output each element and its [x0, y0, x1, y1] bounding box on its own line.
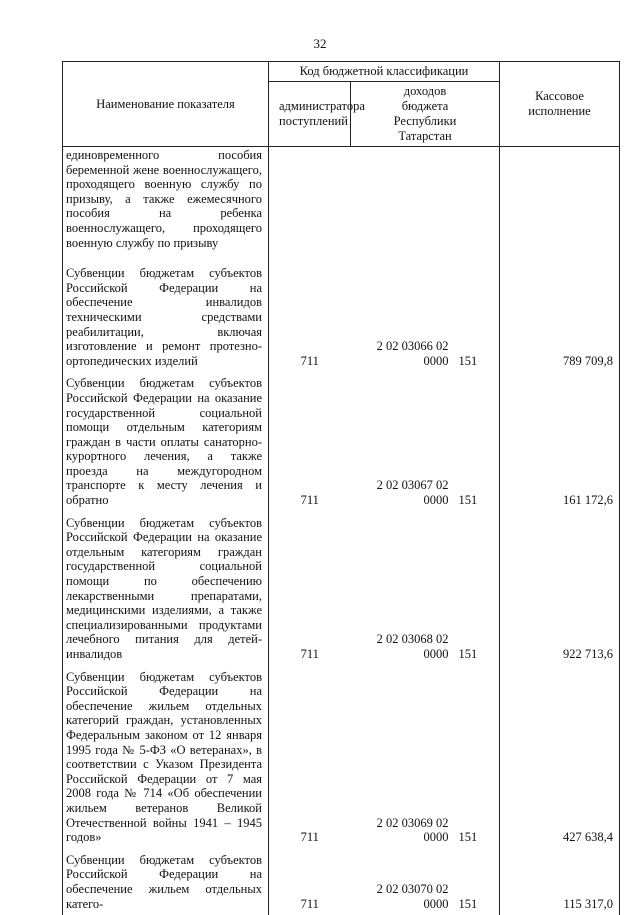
table-row: [63, 147, 620, 261]
row-type-code: 151: [453, 510, 500, 664]
row-amount: 789 709,8: [500, 260, 620, 370]
header-amount: Кассовое исполнение: [500, 62, 620, 147]
header-admin: администратора поступлений: [269, 82, 351, 147]
table-row: [63, 260, 620, 370]
budget-table: [62, 61, 620, 915]
row-name: Субвенции бюджетам субъектов Российской Федерации на оказание государственной социальной помощи отдельным категориям граждан в части оплаты санаторно-курортного лечения, а также проезда на междугородном транспорте к месту лечения и обратно: [63, 370, 269, 509]
row-income-code: 2 02 03070 02 0000: [376, 881, 449, 911]
row-amount: [500, 147, 620, 261]
page-number: 32: [313, 36, 327, 51]
row-income-code: [351, 147, 453, 261]
table-row: [63, 664, 620, 847]
row-type-code: [453, 147, 500, 261]
row-amount: 427 638,4: [500, 664, 620, 847]
row-name: Субвенции бюджетам субъектов Российской Федерации на обеспечение жильем отдельных категорий граждан, установленных Федеральным законом от 12 января 1995 года № 5-ФЗ «О ветеранах», в соответствии с Указом Президента Российской Федерации от 7 мая 2008 года № 714 «Об обеспечении жильем ветеранов Великой Отечественной войны 1941 – 1945 годов»: [63, 664, 269, 847]
header-code-group: Код бюджетной классификации: [269, 62, 500, 82]
row-income-code: 2 02 03067 02 0000: [376, 478, 449, 508]
header-name: Наименование показателя: [63, 62, 269, 147]
row-name: Субвенции бюджетам субъектов Российской Федерации на оказание отдельным категориям граждан государственной социальной помощи по обеспечению лекарственными препаратами, медицинскими изделиями, а также специализированными продуктами лечебного питания для детей-инвалидов: [63, 510, 269, 664]
row-type-code: 151: [453, 664, 500, 847]
table-row: [63, 510, 620, 664]
header-income: доходов бюджета Республики Татарстан: [351, 82, 500, 147]
row-income-code: 2 02 03066 02 0000: [376, 339, 449, 368]
row-amount: 115 317,0: [500, 847, 620, 915]
row-type-code: 151: [453, 847, 500, 915]
row-admin-code: [269, 147, 351, 261]
row-name: Субвенции бюджетам субъектов Российской Федерации на обеспечение жильем отдельных катего-: [63, 847, 269, 915]
row-type-code: 151: [453, 370, 500, 509]
row-type-code: 151: [453, 260, 500, 370]
table-header: [63, 62, 620, 147]
row-amount: 161 172,6: [500, 370, 620, 509]
row-admin-code: 711: [269, 370, 351, 509]
row-name: единовременного пособия беременной жене военнослужащего, проходящего военную службу по призыву, а также ежемесячного пособия на ребенка военнослужащего, проходящего военную службу по призыву: [63, 147, 269, 261]
row-admin-code: 711: [269, 260, 351, 370]
row-admin-code: 711: [269, 510, 351, 664]
row-income-code: 2 02 03069 02 0000: [376, 815, 449, 845]
row-admin-code: 711: [269, 847, 351, 915]
row-admin-code: 711: [269, 664, 351, 847]
table-row: [63, 370, 620, 509]
row-amount: 922 713,6: [500, 510, 620, 664]
row-income-code: 2 02 03068 02 0000: [376, 632, 449, 661]
row-name: Субвенции бюджетам субъектов Российской Федерации на обеспечение инвалидов техническими средствами реабилитации, включая изготовление и ремонт протезно-ортопедических изделий: [63, 260, 269, 370]
